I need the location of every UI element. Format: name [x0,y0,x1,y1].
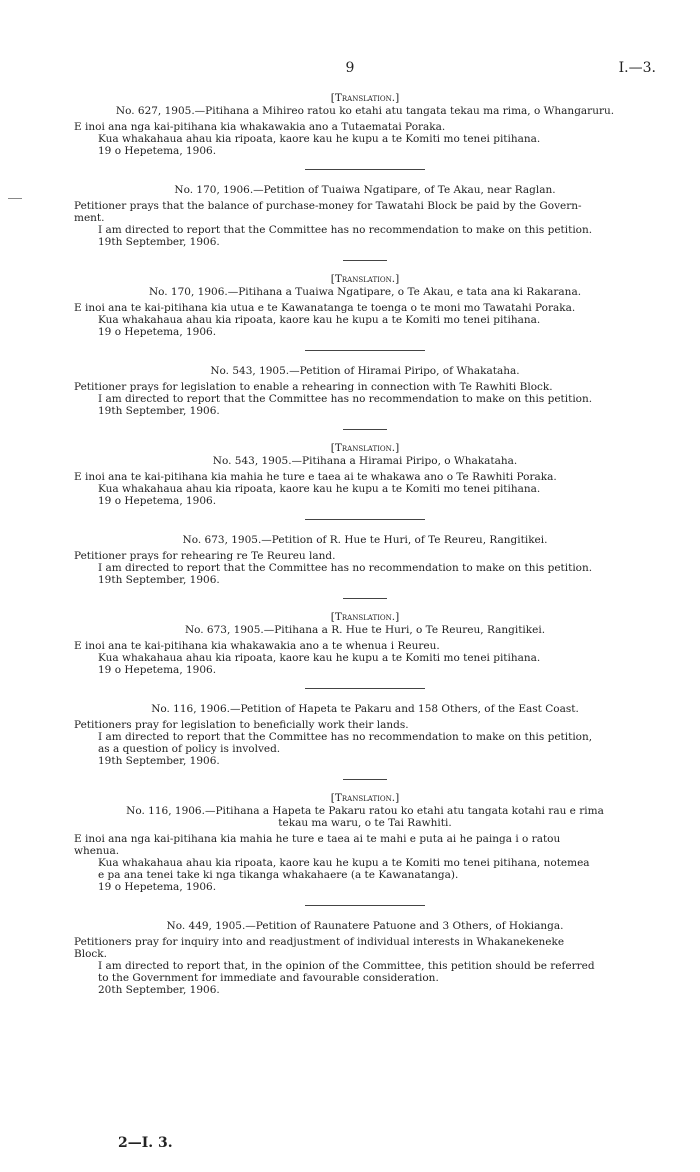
report-date: 19th September, 1906. [98,405,220,417]
petition-prayer: E inoi ana nga kai-pitihana kia mahia he ture e taea ai te mahi e puta ai he painga i o ratou whenua. [74,833,561,857]
translation-heading: [Translation.] [330,611,400,623]
petition-title: No. 170, 1906.—Petition of Tuaiwa Ngatipare, of Te Akau, near Raglan. [174,184,556,196]
committee-report: Kua whakahaua ahau kia ripoata, kaore kau he kupu a te Komiti mo tenei pitihana. [98,652,541,664]
petitions-content [74,92,656,996]
page-number: 9 [345,60,355,76]
report-date: 19th September, 1906. [98,574,220,586]
translation-heading: [Translation.] [330,792,400,804]
committee-report: Kua whakahaua ahau kia ripoata, kaore kau he kupu a te Komiti mo tenei pitihana. [98,133,541,145]
petition-prayer: Petitioners pray for inquiry into and readjustment of individual interests in Whakanekeneke Block. [74,936,565,960]
report-date: 20th September, 1906. [98,984,220,996]
committee-report: I am directed to report that the Committee has no recommendation to make on this petition. [98,393,593,405]
document-reference: I.—3. [618,60,656,76]
petition-title: No. 543, 1905.—Petition of Hiramai Piripo, of Whakataha. [210,365,520,377]
report-date: 19 o Hepetema, 1906. [98,145,217,157]
signature-mark: 2—I. 3. [118,1135,173,1151]
petition-title: No. 543, 1905.—Pitihana a Hiramai Piripo, o Whakataha. [212,455,518,467]
section-divider [305,519,425,520]
committee-report: Kua whakahaua ahau kia ripoata, kaore kau he kupu a te Komiti mo tenei pitihana. [98,314,541,326]
petition-title: No. 673, 1905.—Petition of R. Hue te Huri, of Te Reureu, Rangitikei. [182,534,548,546]
section-divider [305,688,425,689]
committee-report: I am directed to report that, in the opinion of the Committee, this petition should be referred to the Government for immediate and favourable consideration. [98,960,595,984]
report-date: 19 o Hepetema, 1906. [98,881,217,893]
petition-prayer: E inoi ana te kai-pitihana kia mahia he ture e taea ai te whakawa ano o Te Rawhiti Poraka. [74,471,557,483]
petition-title: No. 449, 1905.—Petition of Raunatere Patuone and 3 Others, of Hokianga. [166,920,564,932]
section-divider [305,169,425,170]
committee-report: I am directed to report that the Committee has no recommendation to make on this petition. [98,224,593,236]
translation-heading: [Translation.] [330,442,400,454]
report-date: 19th September, 1906. [98,236,220,248]
petition-title: No. 116, 1906.—Petition of Hapeta te Pakaru and 158 Others, of the East Coast. [151,703,579,715]
committee-report: I am directed to report that the Committee has no recommendation to make on this petition, as a question of policy is involved. [98,731,593,755]
translation-divider [343,429,387,430]
committee-report: Kua whakahaua ahau kia ripoata, kaore kau he kupu a te Komiti mo tenei pitihana. [98,483,541,495]
translation-divider [343,779,387,780]
petition-prayer: Petitioner prays for rehearing re Te Reureu land. [74,550,336,562]
petition-prayer: Petitioner prays that the balance of purchase-money for Tawatahi Block be paid by the Govern- ment. [74,200,582,224]
section-divider [305,905,425,906]
report-date: 19 o Hepetema, 1906. [98,326,217,338]
translation-divider [343,598,387,599]
petition-title: No. 673, 1905.—Pitihana a R. Hue te Huri, o Te Reureu, Rangitikei. [184,624,546,636]
margin-mark [8,198,22,199]
section-divider [305,350,425,351]
petition-prayer: E inoi ana nga kai-pitihana kia whakawakia ano a Tutaematai Poraka. [74,121,446,133]
report-date: 19 o Hepetema, 1906. [98,664,217,676]
petition-title: No. 116, 1906.—Pitihana a Hapeta te Pakaru ratou ko etahi atu tangata kotahi rau e rima tekau ma waru, o te Tai Rawhiti. [126,805,604,829]
translation-divider [343,260,387,261]
translation-heading: [Translation.] [330,273,400,285]
petition-title: No. 170, 1906.—Pitihana a Tuaiwa Ngatipare, o Te Akau, e tata ana ki Rakarana. [148,286,582,298]
petition-prayer: Petitioners pray for legislation to beneficially work their lands. [74,719,409,731]
report-date: 19th September, 1906. [98,755,220,767]
petition-prayer: E inoi ana te kai-pitihana kia utua e te Kawanatanga te toenga o te moni mo Tawatahi Poraka. [74,302,576,314]
petition-prayer: Petitioner prays for legislation to enable a rehearing in connection with Te Rawhiti Block. [74,381,553,393]
report-date: 19 o Hepetema, 1906. [98,495,217,507]
translation-heading: [Translation.] [330,92,400,104]
committee-report: I am directed to report that the Committee has no recommendation to make on this petition. [98,562,593,574]
petition-title: No. 627, 1905.—Pitihana a Mihireo ratou ko etahi atu tangata tekau ma rima, o Whangaruru. [115,105,615,117]
committee-report: Kua whakahaua ahau kia ripoata, kaore kau he kupu a te Komiti mo tenei pitihana, notemea e pa ana tenei take ki nga tikanga whakahaere (a te Kawanatanga). [98,857,590,881]
petition-prayer: E inoi ana te kai-pitihana kia whakawakia ano a te whenua i Reureu. [74,640,440,652]
